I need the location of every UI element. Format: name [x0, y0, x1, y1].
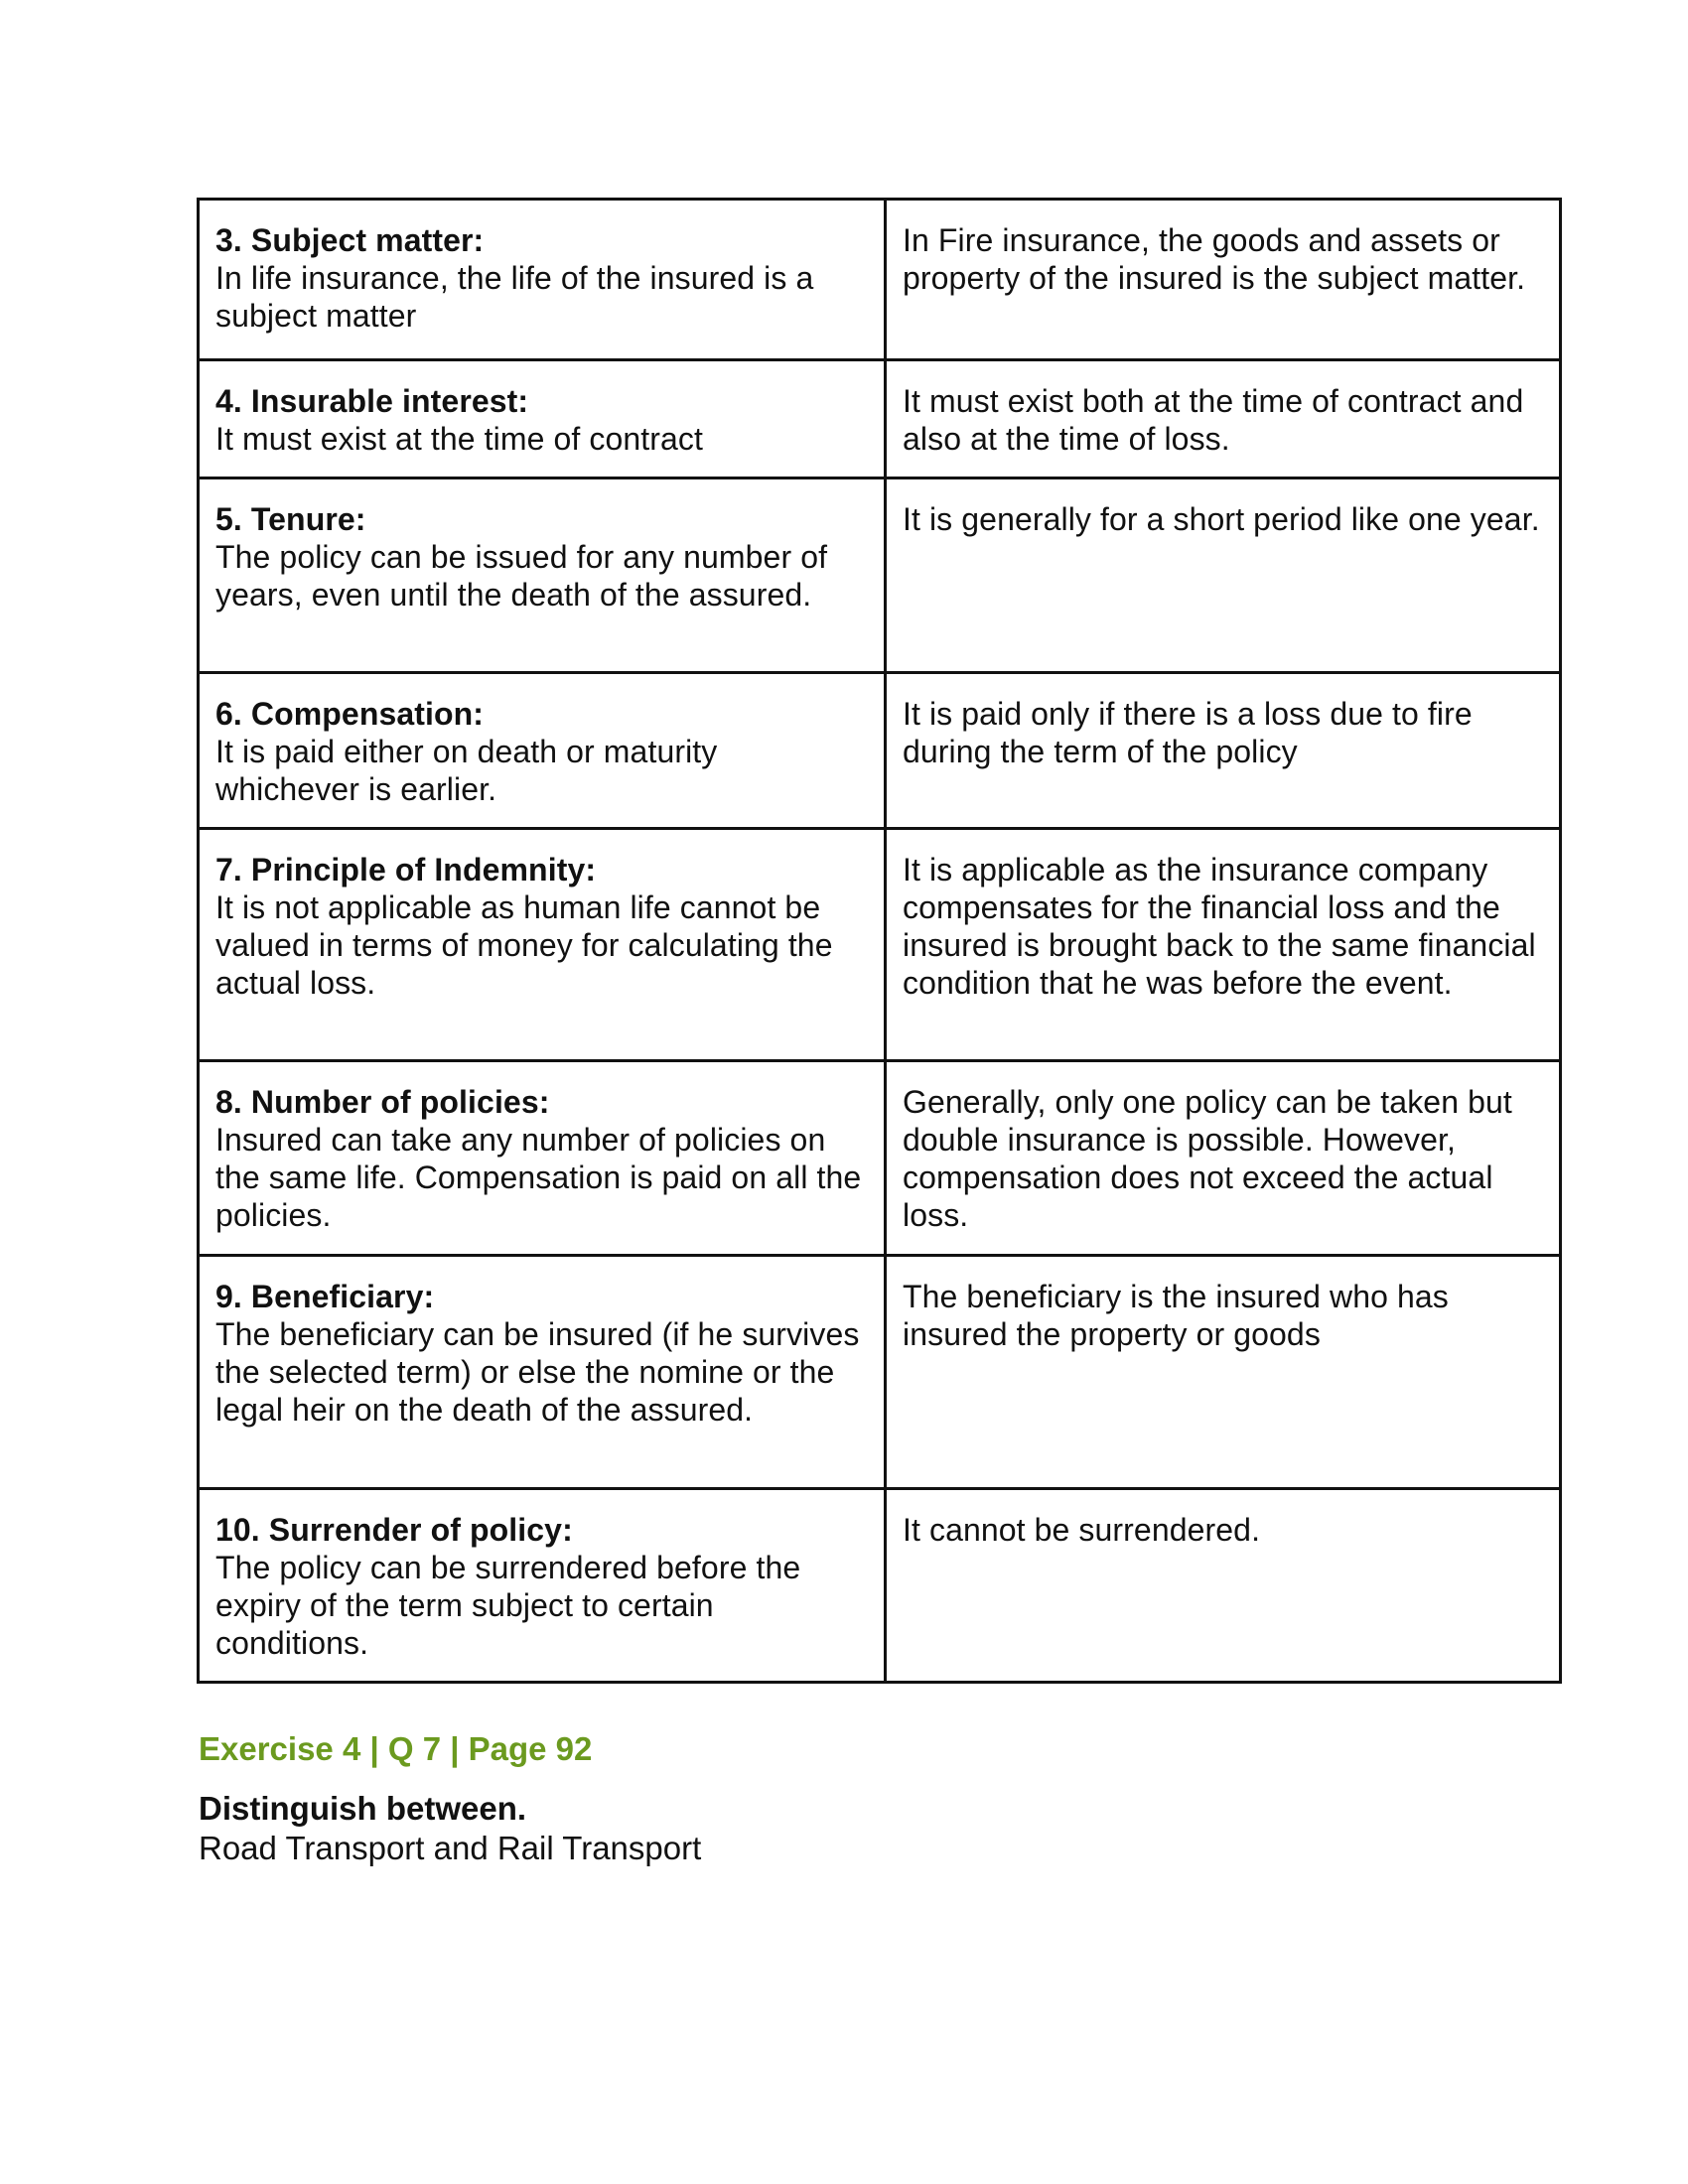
fire-insurance-cell [886, 829, 1561, 1061]
table-row [199, 829, 1561, 1061]
question-title: Distinguish between. [199, 1790, 527, 1827]
exercise-reference: Exercise 4 | Q 7 | Page 92 [199, 1730, 593, 1767]
life-insurance-text: In life insurance, the life of the insured is a subject matter [215, 260, 814, 334]
life-insurance-cell [199, 1489, 886, 1683]
life-insurance-text: The beneficiary can be insured (if he survives the selected term) or else the nomine or the legal heir on the death of the assured. [215, 1316, 860, 1428]
fire-insurance-text: It is generally for a short period like one year. [903, 501, 1540, 537]
row-heading: 3. Subject matter: [215, 222, 485, 258]
fire-insurance-cell [886, 673, 1561, 829]
table-row [199, 360, 1561, 478]
life-insurance-cell [199, 673, 886, 829]
fire-insurance-cell [886, 1489, 1561, 1683]
life-insurance-text: Insured can take any number of policies on the same life. Compensation is paid on all the policies. [215, 1122, 862, 1233]
table-row [199, 200, 1561, 360]
fire-insurance-cell [886, 478, 1561, 673]
fire-insurance-text: It is paid only if there is a loss due to fire during the term of the policy [903, 696, 1473, 769]
life-insurance-cell [199, 200, 886, 360]
fire-insurance-text: It is applicable as the insurance company compensates for the financial loss and the insured is brought back to the same financial condition that he was before the event. [903, 852, 1536, 1001]
row-heading: 7. Principle of Indemnity: [215, 852, 597, 887]
row-heading: 9. Beneficiary: [215, 1279, 435, 1314]
life-insurance-cell [199, 360, 886, 478]
life-insurance-cell [199, 1061, 886, 1256]
fire-insurance-cell [886, 200, 1561, 360]
table-row [199, 673, 1561, 829]
row-heading: 8. Number of policies: [215, 1084, 550, 1120]
life-insurance-cell [199, 478, 886, 673]
row-heading: 4. Insurable interest: [215, 383, 529, 419]
fire-insurance-text: Generally, only one policy can be taken but double insurance is possible. However, compensation does not exceed the actual loss. [903, 1084, 1512, 1233]
life-insurance-text: It is not applicable as human life cannot be valued in terms of money for calculating the actual loss. [215, 889, 833, 1001]
life-insurance-cell [199, 1256, 886, 1489]
fire-insurance-text: The beneficiary is the insured who has insured the property or goods [903, 1279, 1449, 1352]
table-row [199, 1061, 1561, 1256]
question-text: Road Transport and Rail Transport [199, 1830, 702, 1866]
fire-insurance-cell [886, 1061, 1561, 1256]
life-insurance-text: The policy can be surrendered before the expiry of the term subject to certain conditions. [215, 1550, 801, 1661]
fire-insurance-cell [886, 1256, 1561, 1489]
table-row [199, 1256, 1561, 1489]
row-heading: 6. Compensation: [215, 696, 485, 732]
life-insurance-text: The policy can be issued for any number of years, even until the death of the assured. [215, 539, 828, 613]
fire-insurance-text: It must exist both at the time of contract and also at the time of loss. [903, 383, 1524, 457]
life-insurance-text: It is paid either on death or maturity whichever is earlier. [215, 734, 718, 807]
table-row [199, 1489, 1561, 1683]
table-row [199, 478, 1561, 673]
row-heading: 5. Tenure: [215, 501, 366, 537]
life-insurance-cell [199, 829, 886, 1061]
comparison-table [197, 198, 1562, 1684]
row-heading: 10. Surrender of policy: [215, 1512, 573, 1548]
fire-insurance-cell [886, 360, 1561, 478]
fire-insurance-text: It cannot be surrendered. [903, 1512, 1261, 1548]
life-insurance-text: It must exist at the time of contract [215, 421, 703, 457]
fire-insurance-text: In Fire insurance, the goods and assets or property of the insured is the subject matter. [903, 222, 1526, 296]
